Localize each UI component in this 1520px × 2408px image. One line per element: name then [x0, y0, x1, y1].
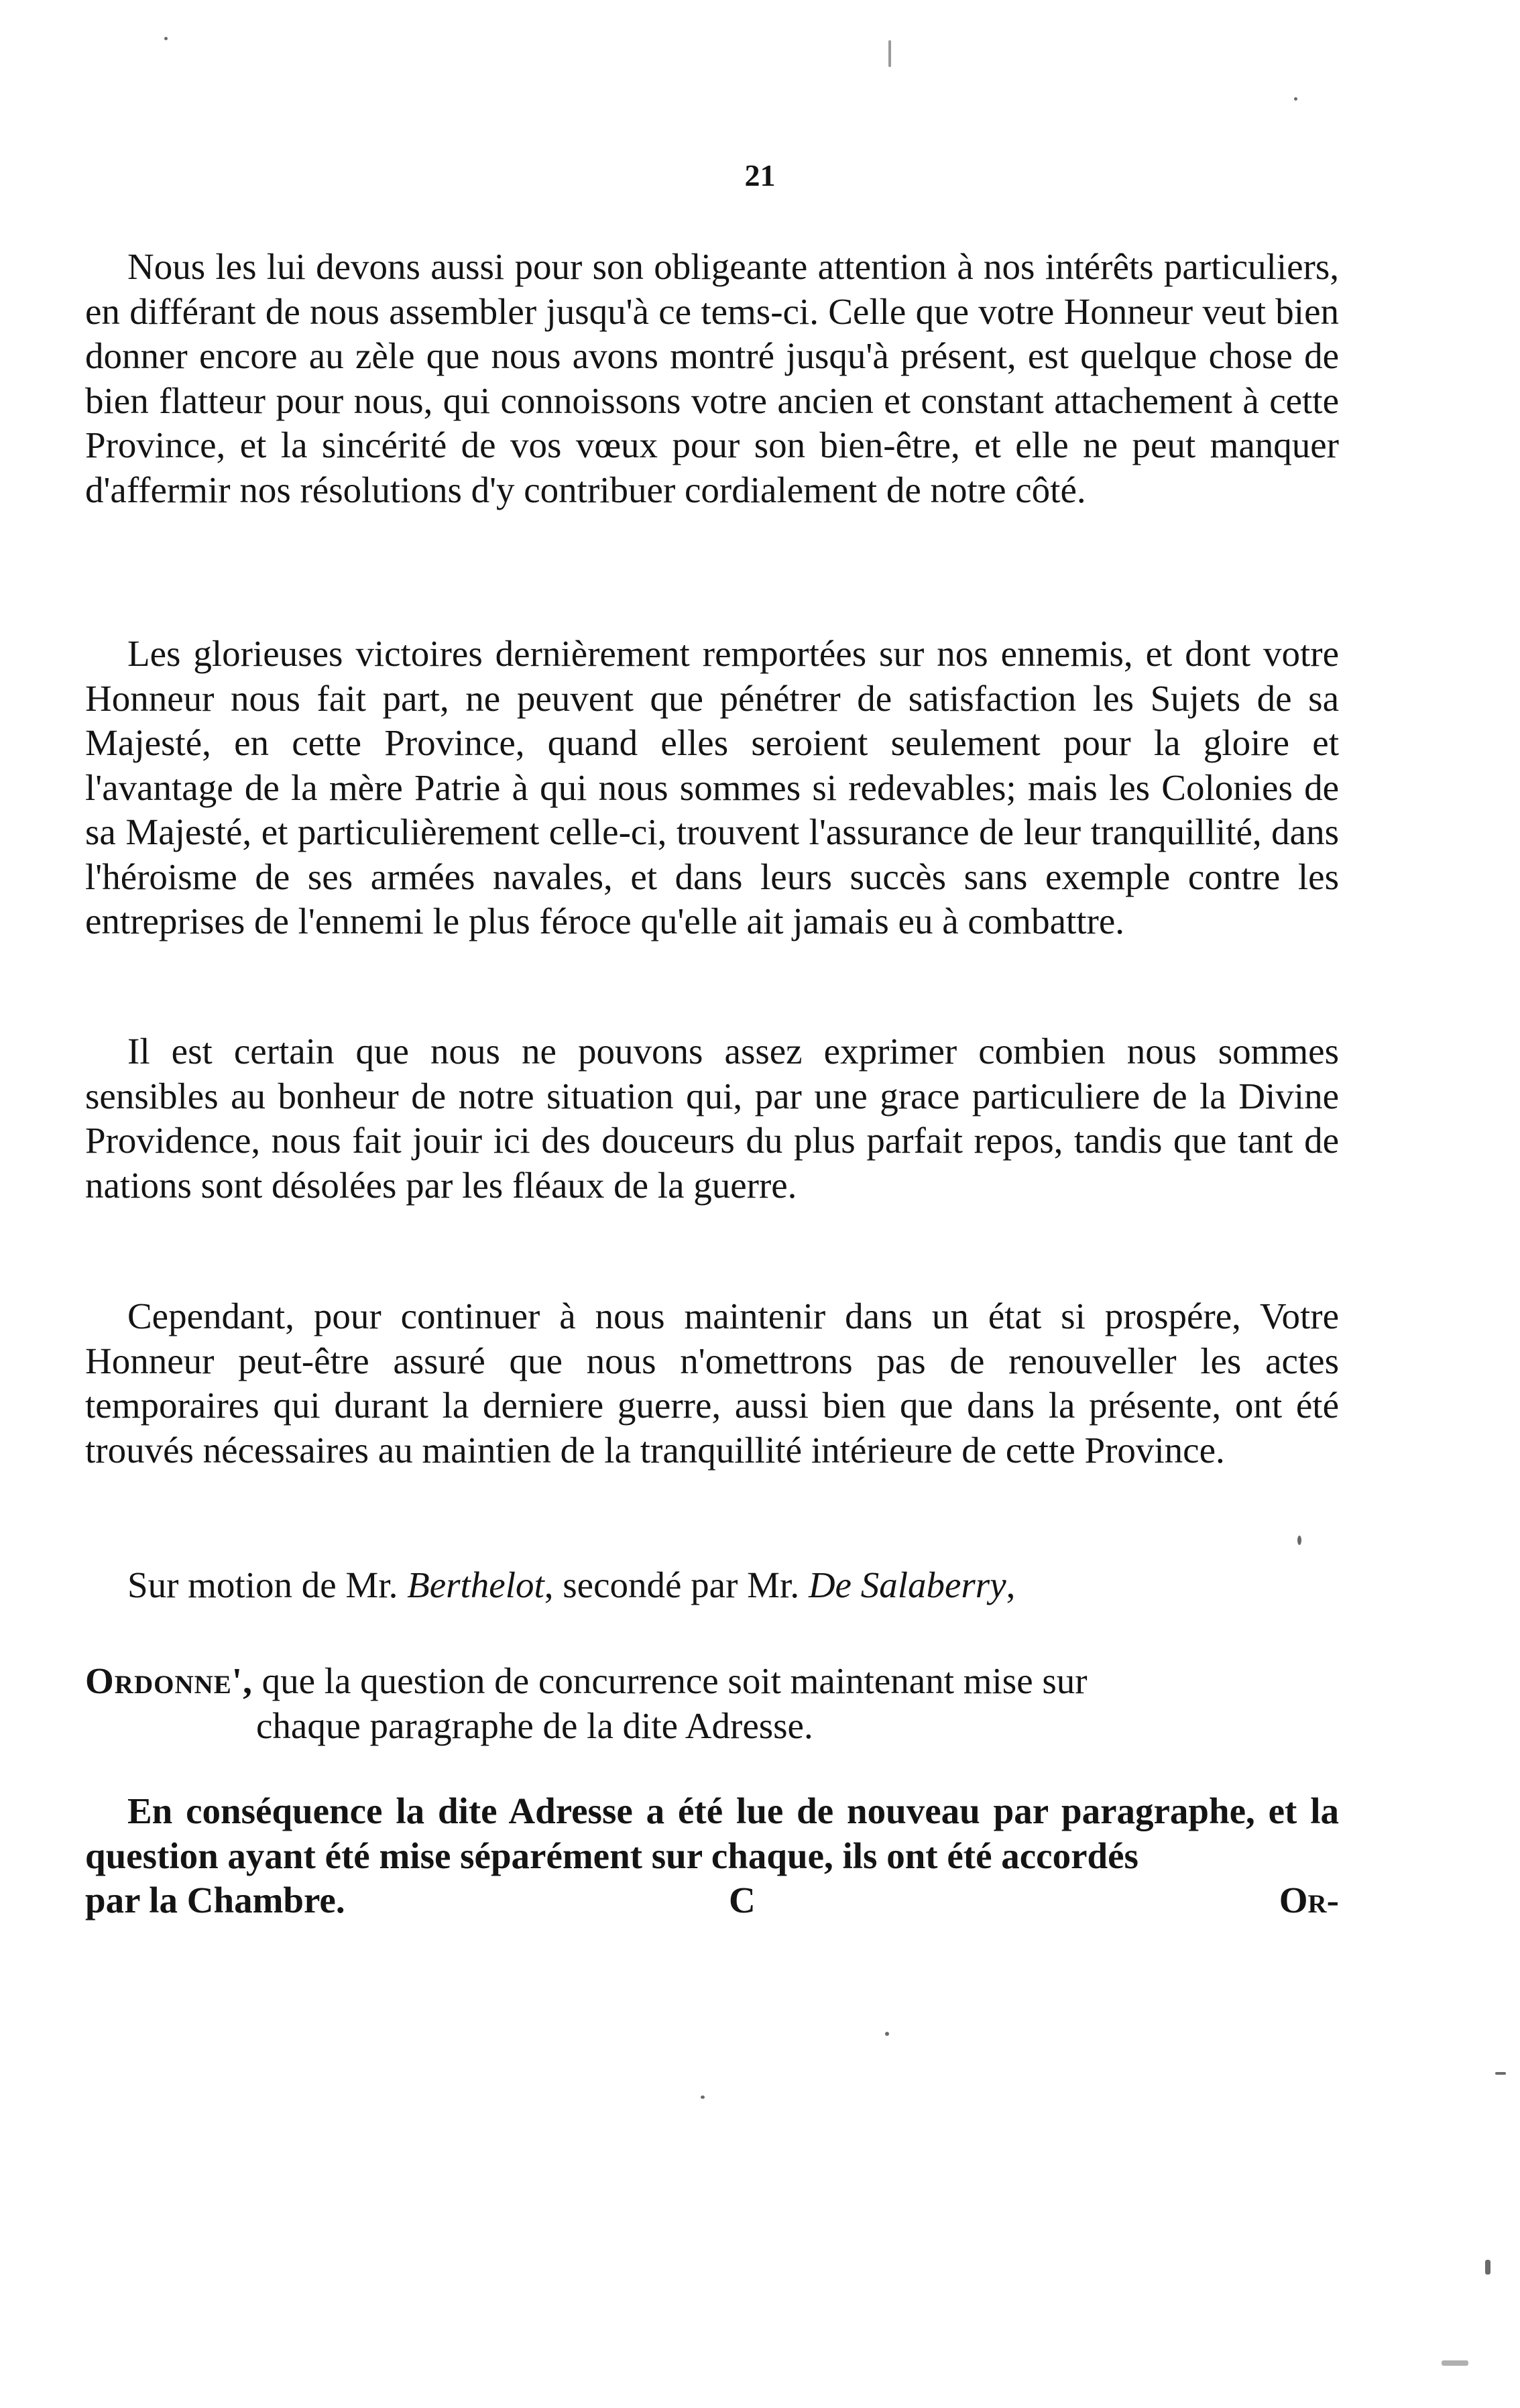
print-speck — [1485, 2260, 1490, 2275]
print-speck — [1495, 2072, 1506, 2075]
motion-middle: , secondé par Mr. — [544, 1564, 800, 1605]
page-number: 21 — [744, 158, 776, 192]
paragraph-providence: Il est certain que nous ne pouvons assez exprimer combien nous sommes sensibles au bonheur de notre situation qui, par une grace particuliere de la Divine Providence, nous fait jouir ici des douceurs du plus parfait repos, tandis que tant de nations sont désolées par les fléaux de la guerre. — [85, 1031, 1339, 1206]
motion-mover: Berthelot — [407, 1564, 544, 1605]
ordered-label: Ordonne', — [85, 1660, 253, 1701]
print-speck — [1294, 97, 1297, 101]
signature-mark: C — [729, 1880, 756, 1920]
paragraph-temporary-acts: Cependant, pour continuer à nous maintenir dans un état si prospére, Votre Honneur peut-être assuré que nous n'omettrons pas de renouveller les actes temporaires qui durant la derniere guerre, aussi bien que dans la présente, ont été trouvés nécessaires au maintien de la tranquillité intérieure de cette Province. — [85, 1296, 1339, 1471]
paragraph-victories: Les glorieuses victoires dernièrement remportées sur nos ennemis, et dont votre Honneur nous fait part, ne peuvent que pénétrer de satisfaction les Sujets de sa Majesté, en cette Province, quand elles seroient seulement pour la gloire et l'avantage de la mère Patrie à qui nous sommes si redevables; mais les Colonies de sa Majesté, et particulièrement celle-ci, trouvent l'assurance de leur tranquillité, dans l'héroisme de ses armées navales, et dans leurs succès sans exemple contre les entreprises de l'ennemi le plus féroce qu'elle ait jamais eu à combattre. — [85, 633, 1339, 941]
print-speck — [885, 2032, 889, 2036]
final-paragraph: En conséquence la dite Adresse a été lue de nouveau par paragraphe, et la question ayant été mise séparément sur chaque, ils ont été accordés — [85, 1790, 1339, 1876]
motion-suffix: , — [1006, 1564, 1016, 1605]
footer-row — [85, 1879, 1339, 1926]
paragraph-gratitude: Nous les lui devons aussi pour son obligeante attention à nos intérêts particuliers, en différant de nous assembler jusqu'à ce tems-ci. Celle que votre Honneur veut bien donner encore au zèle que nous avons montré jusqu'à présent, est quelque chose de bien flatteur pour nous, qui connoissons votre ancien et constant attachement à cette Province, et la sincérité de vos vœux pour son bien-être, et elle ne peut manquer d'affermir nos résolutions d'y contribuer cordialement de notre côté. — [85, 246, 1339, 510]
ordered-resolution — [85, 1659, 1339, 1748]
motion-seconder: De Salaberry — [808, 1564, 1006, 1605]
ordered-text-line1: que la question de concurrence soit maintenant mise sur — [261, 1660, 1088, 1701]
print-speck — [1297, 1536, 1301, 1545]
motion-prefix: Sur motion de Mr. — [127, 1564, 398, 1605]
print-speck — [164, 37, 168, 40]
print-speck — [701, 2096, 705, 2099]
print-speck — [1442, 2360, 1468, 2366]
final-last-line: par la Chambre. — [85, 1880, 345, 1920]
motion-line — [127, 1564, 1015, 1606]
print-speck — [888, 40, 891, 67]
ordered-text-line2: chaque paragraphe de la dite Adresse. — [256, 1705, 813, 1746]
catchword: Or- — [1279, 1880, 1339, 1920]
